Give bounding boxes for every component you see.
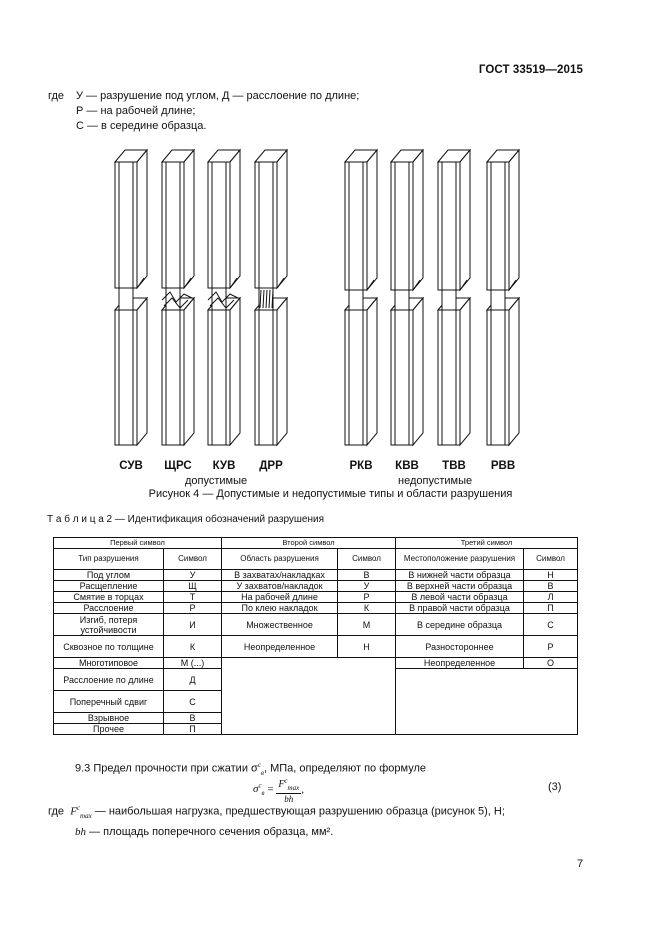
table-cell: На рабочей длине [222, 592, 338, 603]
table-cell: И [164, 614, 222, 636]
table-cell: Взрывное [54, 713, 164, 724]
table-row [54, 570, 578, 581]
table-cell: С [524, 614, 578, 636]
equation-number: (3) [548, 781, 562, 793]
group-unacceptable: недопустимые [398, 475, 473, 487]
table-cell: В середине образца [396, 614, 524, 636]
table-cell: Н [338, 636, 396, 658]
definition-fmax: — наибольшая нагрузка, предшествующая разрушению образца (рисунок 5), Н; [91, 805, 505, 818]
table-cell: Прочее [54, 724, 164, 735]
table-cell: Д [164, 669, 222, 691]
legend-line-3: С — в середине образца. [76, 120, 207, 132]
specimen-label: КУВ [212, 460, 236, 472]
para-end: , МПа, определяют по формуле [263, 762, 426, 775]
table-cell: В захватах/накладках [222, 570, 338, 581]
table-row [54, 614, 578, 636]
table-cell: В [164, 713, 222, 724]
table-cell: Под углом [54, 570, 164, 581]
table-cell: Л [524, 592, 578, 603]
table-cell: Поперечный сдвиг [54, 691, 164, 713]
col-header: Область разрушения [222, 549, 338, 570]
formula-3: $\sigma^c_в$ = $\frac{F^c_{max}}{bh}$ , [253, 777, 304, 804]
col-header: Символ [164, 549, 222, 570]
table-cell: Разностороннее [396, 636, 524, 658]
table-cell: С [164, 691, 222, 713]
table-cell: Р [524, 636, 578, 658]
table-cell: У [338, 581, 396, 592]
legend-line-1: У — разрушение под углом, Д — расслоение по длине; [76, 90, 360, 102]
table-cell: Щ [164, 581, 222, 592]
table-cell: В нижней части образца [396, 570, 524, 581]
table-cell: Многотиповое [54, 658, 164, 669]
para-start: 9.3 Предел прочности при сжатии σ [75, 762, 258, 775]
formula-definitions: где $F^c_{max}$ — наибольшая нагрузка, предшествующая разрушению образца (рисунок 5), Н; bh — площадь поперечного сечения образца, мм². [48, 804, 505, 838]
table-row [54, 603, 578, 614]
table-cell: Множественное [222, 614, 338, 636]
col-header: Символ [524, 549, 578, 570]
specimen-drawings [95, 140, 535, 460]
specimen-label: ДРР [259, 460, 283, 472]
table-cell: В левой части образца [396, 592, 524, 603]
specimen-label: КВВ [395, 460, 419, 472]
table-cell: К [338, 603, 396, 614]
definition-bh: — площадь поперечного сечения образца, мм². [86, 825, 334, 838]
failure-codes-table [53, 537, 578, 735]
specimen-label: РКВ [349, 460, 373, 472]
table-cell: Р [164, 603, 222, 614]
table-cell: В [338, 570, 396, 581]
table-cell: Смятие в торцах [54, 592, 164, 603]
section-9-3: 9.3 Предел прочности при сжатии $\sigma^c_в$, МПа, определяют по формуле [75, 761, 426, 777]
table-cell: Н [524, 570, 578, 581]
table-row [54, 581, 578, 592]
table-cell: П [164, 724, 222, 735]
table-cell: Расслоение [54, 603, 164, 614]
col-header: Символ [338, 549, 396, 570]
table-cell: Расщепление [54, 581, 164, 592]
where-label: где [48, 805, 65, 818]
specimen-label: РВВ [490, 460, 516, 472]
table-cell: Р [338, 592, 396, 603]
legend-where: где [48, 90, 65, 102]
page-number: 7 [577, 858, 584, 870]
specimen-label: ЩРС [164, 460, 192, 472]
legend-line-2: Р — на рабочей длине; [76, 105, 196, 117]
table-row [54, 592, 578, 603]
col-header: Местоположение разрушения [396, 549, 524, 570]
group-acceptable: допустимые [185, 475, 248, 487]
group-header-1: Первый символ [54, 538, 222, 549]
table-cell: Т [164, 592, 222, 603]
table-cell: П [524, 603, 578, 614]
table-cell: Расслоение по длине [54, 669, 164, 691]
empty-cell [222, 658, 396, 735]
table-cell: К [164, 636, 222, 658]
table-cell: О [524, 658, 578, 669]
table-cell: М (...) [164, 658, 222, 669]
group-header-3: Третий символ [396, 538, 578, 549]
table-cell: У захватов/накладок [222, 581, 338, 592]
table-cell: В верхней части образца [396, 581, 524, 592]
figure-caption: Рисунок 4 — Допустимые и недопустимые типы и области разрушения [148, 488, 513, 500]
standard-number: ГОСТ 33519—2015 [478, 64, 583, 76]
group-header-2: Второй символ [222, 538, 396, 549]
table-row [54, 658, 578, 669]
table-row [54, 636, 578, 658]
legend [48, 89, 359, 134]
table-cell: Неопределенное [396, 658, 524, 669]
table-cell: По клею накладок [222, 603, 338, 614]
col-header: Тип разрушения [54, 549, 164, 570]
specimen-label: ТВВ [442, 460, 466, 472]
specimen-label: СУВ [119, 460, 143, 472]
table-cell: В [524, 581, 578, 592]
empty-cell [396, 669, 578, 735]
table-cell: У [164, 570, 222, 581]
formula-denominator: bh [284, 793, 294, 804]
table-cell: Изгиб, потеря устойчивости [54, 614, 164, 636]
table-cell: В правой части образца [396, 603, 524, 614]
definition-bh-symbol: bh [75, 825, 86, 838]
table-cell: Неопределенное [222, 636, 338, 658]
table-caption: Т а б л и ц а 2 — Идентификация обозначений разрушения [47, 514, 325, 525]
table-cell: Сквозное по толщине [54, 636, 164, 658]
table-cell: М [338, 614, 396, 636]
